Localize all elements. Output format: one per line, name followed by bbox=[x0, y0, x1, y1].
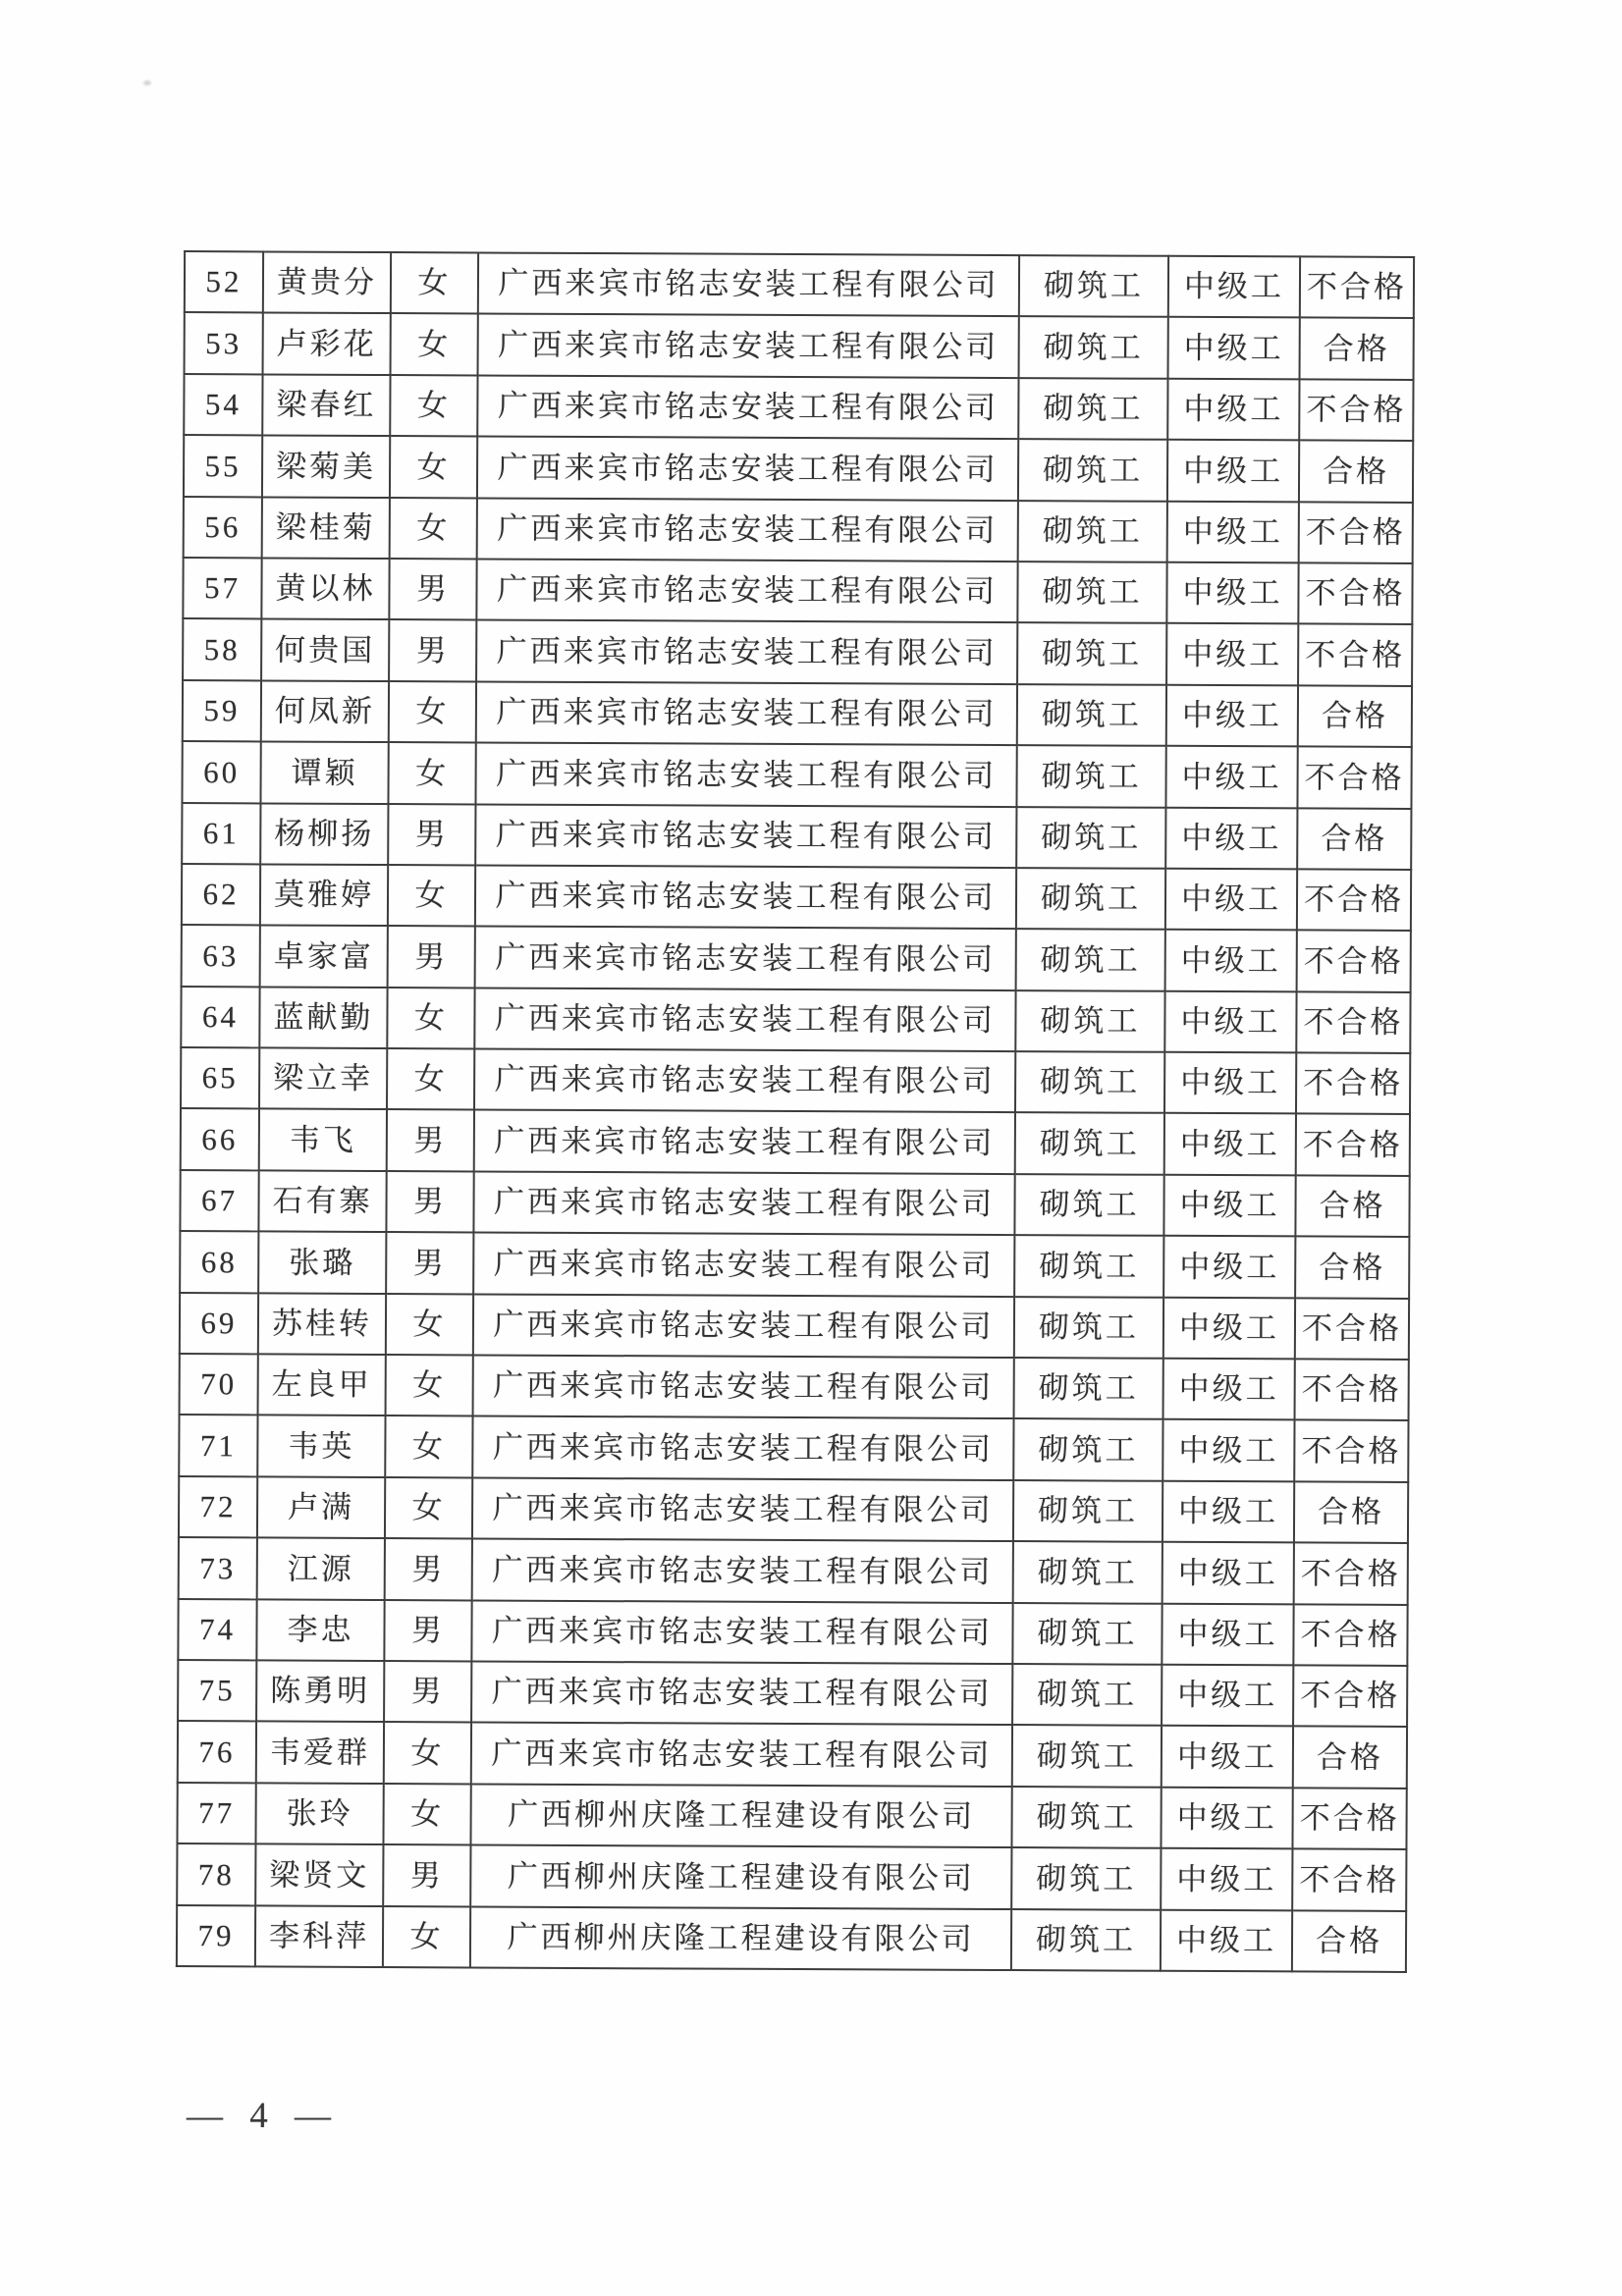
cell-occupation: 砌筑工 bbox=[1012, 1664, 1162, 1726]
cell-level: 中级工 bbox=[1162, 1419, 1294, 1481]
cell-result: 合格 bbox=[1294, 1481, 1408, 1543]
cell-no: 73 bbox=[179, 1537, 257, 1599]
cell-occupation: 砌筑工 bbox=[1012, 1725, 1162, 1787]
table-row bbox=[183, 558, 1412, 624]
cell-company: 广西来宾市铭志安装工程有限公司 bbox=[474, 1049, 1015, 1113]
cell-occupation: 砌筑工 bbox=[1014, 1235, 1163, 1297]
cell-name: 张璐 bbox=[258, 1232, 386, 1294]
table-row bbox=[177, 1905, 1406, 1972]
table-row bbox=[182, 741, 1411, 808]
cell-level: 中级工 bbox=[1167, 379, 1299, 441]
cell-company: 广西来宾市铭志安装工程有限公司 bbox=[478, 252, 1019, 316]
cell-no: 69 bbox=[180, 1293, 258, 1355]
cell-company: 广西柳州庆隆工程建设有限公司 bbox=[470, 1845, 1011, 1909]
cell-company: 广西柳州庆隆工程建设有限公司 bbox=[470, 1906, 1011, 1970]
cell-gender: 男 bbox=[389, 559, 476, 620]
results-table-body bbox=[177, 251, 1414, 1972]
cell-level: 中级工 bbox=[1163, 1236, 1295, 1298]
cell-result: 不合格 bbox=[1298, 624, 1412, 686]
cell-result: 不合格 bbox=[1298, 562, 1412, 624]
table-row bbox=[179, 1537, 1408, 1604]
cell-no: 74 bbox=[178, 1599, 256, 1661]
cell-no: 61 bbox=[182, 803, 260, 865]
cell-occupation: 砌筑工 bbox=[1014, 1174, 1163, 1236]
cell-occupation: 砌筑工 bbox=[1011, 1847, 1161, 1909]
cell-gender: 女 bbox=[391, 313, 478, 375]
cell-name: 莫雅婷 bbox=[260, 864, 388, 926]
cell-company: 广西来宾市铭志安装工程有限公司 bbox=[476, 681, 1017, 745]
cell-level: 中级工 bbox=[1167, 501, 1299, 562]
cell-no: 76 bbox=[178, 1721, 256, 1783]
table-row bbox=[184, 374, 1413, 441]
cell-level: 中级工 bbox=[1168, 256, 1300, 318]
cell-no: 63 bbox=[182, 925, 260, 987]
cell-company: 广西来宾市铭志安装工程有限公司 bbox=[473, 1355, 1014, 1418]
table-row bbox=[180, 1293, 1409, 1360]
cell-company: 广西来宾市铭志安装工程有限公司 bbox=[478, 314, 1019, 378]
cell-occupation: 砌筑工 bbox=[1011, 1909, 1161, 1971]
cell-name: 李忠 bbox=[256, 1599, 384, 1661]
cell-occupation: 砌筑工 bbox=[1014, 1358, 1163, 1419]
cell-level: 中级工 bbox=[1166, 623, 1298, 685]
cell-no: 52 bbox=[185, 251, 263, 313]
cell-no: 78 bbox=[177, 1843, 255, 1905]
cell-no: 59 bbox=[183, 680, 261, 742]
cell-level: 中级工 bbox=[1162, 1603, 1293, 1665]
cell-occupation: 砌筑工 bbox=[1013, 1418, 1162, 1480]
cell-occupation: 砌筑工 bbox=[1015, 1051, 1164, 1113]
cell-company: 广西来宾市铭志安装工程有限公司 bbox=[474, 1110, 1015, 1174]
cell-name: 何凤新 bbox=[261, 680, 389, 742]
cell-gender: 女 bbox=[385, 1477, 472, 1539]
cell-gender: 女 bbox=[388, 742, 475, 804]
table-row bbox=[179, 1476, 1408, 1543]
cell-name: 黄贵分 bbox=[263, 251, 391, 313]
table-row bbox=[177, 1843, 1406, 1910]
cell-occupation: 砌筑工 bbox=[1019, 316, 1168, 378]
table-row bbox=[178, 1660, 1407, 1727]
cell-company: 广西来宾市铭志安装工程有限公司 bbox=[475, 804, 1016, 868]
cell-result: 合格 bbox=[1295, 1175, 1409, 1237]
cell-name: 谭颖 bbox=[260, 742, 388, 804]
page-number: — 4 — bbox=[187, 2096, 333, 2136]
cell-no: 65 bbox=[181, 1047, 259, 1109]
cell-no: 72 bbox=[179, 1476, 257, 1538]
cell-level: 中级工 bbox=[1167, 440, 1299, 502]
cell-result: 不合格 bbox=[1295, 1298, 1409, 1360]
cell-no: 60 bbox=[182, 741, 260, 803]
cell-result: 不合格 bbox=[1300, 256, 1414, 318]
cell-occupation: 砌筑工 bbox=[1017, 684, 1166, 746]
cell-company: 广西来宾市铭志安装工程有限公司 bbox=[476, 559, 1017, 622]
cell-company: 广西来宾市铭志安装工程有限公司 bbox=[475, 927, 1016, 990]
cell-gender: 女 bbox=[390, 375, 477, 437]
cell-name: 杨柳扬 bbox=[260, 803, 388, 865]
cell-no: 57 bbox=[183, 558, 261, 619]
cell-company: 广西来宾市铭志安装工程有限公司 bbox=[477, 375, 1018, 439]
table-row bbox=[184, 497, 1413, 563]
cell-gender: 男 bbox=[389, 619, 476, 681]
cell-name: 卓家富 bbox=[260, 926, 388, 988]
cell-result: 不合格 bbox=[1293, 1665, 1407, 1727]
cell-name: 梁贤文 bbox=[255, 1844, 383, 1906]
cell-company: 广西来宾市铭志安装工程有限公司 bbox=[476, 620, 1017, 684]
cell-occupation: 砌筑工 bbox=[1018, 439, 1167, 501]
cell-gender: 女 bbox=[388, 865, 475, 927]
cell-company: 广西来宾市铭志安装工程有限公司 bbox=[477, 498, 1018, 561]
cell-no: 64 bbox=[181, 987, 259, 1048]
cell-level: 中级工 bbox=[1164, 1113, 1296, 1175]
cell-gender: 男 bbox=[387, 1110, 474, 1172]
cell-gender: 女 bbox=[386, 1294, 473, 1356]
table-row bbox=[184, 435, 1413, 502]
cell-level: 中级工 bbox=[1164, 1052, 1296, 1114]
cell-occupation: 砌筑工 bbox=[1015, 990, 1164, 1052]
cell-company: 广西来宾市铭志安装工程有限公司 bbox=[471, 1661, 1012, 1725]
cell-gender: 女 bbox=[387, 988, 474, 1049]
cell-occupation: 砌筑工 bbox=[1017, 622, 1166, 684]
cell-no: 56 bbox=[184, 497, 262, 559]
cell-result: 合格 bbox=[1300, 318, 1414, 380]
cell-level: 中级工 bbox=[1166, 685, 1298, 747]
cell-company: 广西来宾市铭志安装工程有限公司 bbox=[473, 1233, 1014, 1297]
cell-occupation: 砌筑工 bbox=[1017, 561, 1166, 623]
cell-level: 中级工 bbox=[1161, 1848, 1292, 1910]
cell-name: 石有寨 bbox=[258, 1170, 386, 1232]
cell-level: 中级工 bbox=[1162, 1726, 1293, 1788]
cell-level: 中级工 bbox=[1162, 1665, 1293, 1727]
cell-name: 梁桂菊 bbox=[262, 497, 390, 559]
cell-occupation: 砌筑工 bbox=[1013, 1480, 1162, 1542]
cell-name: 李科萍 bbox=[255, 1905, 383, 1967]
cell-name: 江源 bbox=[257, 1538, 385, 1600]
cell-occupation: 砌筑工 bbox=[1015, 1113, 1164, 1175]
cell-gender: 男 bbox=[384, 1600, 471, 1662]
cell-name: 陈勇明 bbox=[256, 1660, 384, 1722]
table-row bbox=[180, 1170, 1409, 1237]
cell-result: 合格 bbox=[1299, 441, 1413, 503]
table-row bbox=[180, 1231, 1409, 1298]
cell-gender: 女 bbox=[390, 498, 477, 560]
scan-artifact bbox=[143, 80, 151, 85]
qualification-results-table bbox=[176, 250, 1415, 1973]
cell-result: 合格 bbox=[1293, 1727, 1407, 1789]
cell-company: 广西柳州庆隆工程建设有限公司 bbox=[470, 1784, 1011, 1847]
cell-gender: 女 bbox=[387, 1048, 474, 1110]
cell-occupation: 砌筑工 bbox=[1011, 1787, 1161, 1848]
cell-name: 黄以林 bbox=[261, 558, 389, 619]
cell-no: 75 bbox=[178, 1660, 256, 1722]
cell-company: 广西来宾市铭志安装工程有限公司 bbox=[474, 988, 1015, 1051]
cell-company: 广西来宾市铭志安装工程有限公司 bbox=[471, 1600, 1012, 1664]
cell-no: 53 bbox=[185, 312, 263, 374]
cell-result: 不合格 bbox=[1296, 1114, 1410, 1176]
cell-result: 合格 bbox=[1292, 1910, 1406, 1972]
table-row bbox=[181, 1109, 1410, 1176]
cell-name: 蓝献勤 bbox=[259, 987, 387, 1048]
cell-gender: 女 bbox=[390, 436, 477, 498]
cell-company: 广西来宾市铭志安装工程有限公司 bbox=[475, 865, 1016, 929]
cell-level: 中级工 bbox=[1162, 1481, 1294, 1543]
table-row bbox=[178, 1599, 1407, 1666]
cell-company: 广西来宾市铭志安装工程有限公司 bbox=[473, 1294, 1014, 1358]
cell-name: 梁春红 bbox=[262, 374, 390, 436]
cell-gender: 男 bbox=[388, 926, 475, 988]
cell-level: 中级工 bbox=[1164, 990, 1296, 1052]
cell-gender: 女 bbox=[383, 1906, 470, 1968]
table-row bbox=[185, 251, 1414, 318]
table-row bbox=[181, 1047, 1410, 1114]
cell-gender: 男 bbox=[386, 1171, 473, 1233]
cell-result: 不合格 bbox=[1294, 1420, 1408, 1482]
cell-name: 苏桂转 bbox=[258, 1293, 386, 1355]
cell-no: 71 bbox=[179, 1415, 257, 1476]
cell-level: 中级工 bbox=[1163, 1359, 1295, 1420]
cell-company: 广西来宾市铭志安装工程有限公司 bbox=[477, 437, 1018, 501]
cell-level: 中级工 bbox=[1161, 1909, 1292, 1971]
cell-result: 不合格 bbox=[1296, 1052, 1410, 1114]
cell-result: 不合格 bbox=[1297, 747, 1411, 809]
cell-name: 卢彩花 bbox=[263, 313, 391, 375]
cell-no: 77 bbox=[177, 1783, 255, 1844]
table-row bbox=[178, 1721, 1407, 1788]
table-row bbox=[180, 1354, 1409, 1420]
cell-no: 79 bbox=[177, 1905, 255, 1967]
table-row bbox=[179, 1415, 1408, 1481]
cell-company: 广西来宾市铭志安装工程有限公司 bbox=[471, 1723, 1012, 1787]
cell-gender: 男 bbox=[388, 804, 475, 866]
cell-result: 不合格 bbox=[1297, 869, 1411, 931]
cell-name: 韦爱群 bbox=[256, 1722, 384, 1784]
cell-name: 卢满 bbox=[257, 1476, 385, 1538]
cell-level: 中级工 bbox=[1163, 1175, 1295, 1237]
cell-no: 58 bbox=[183, 618, 261, 680]
cell-gender: 女 bbox=[386, 1355, 473, 1416]
table-row bbox=[182, 803, 1411, 870]
cell-name: 韦飞 bbox=[259, 1109, 387, 1171]
cell-company: 广西来宾市铭志安装工程有限公司 bbox=[475, 743, 1016, 807]
cell-result: 不合格 bbox=[1296, 991, 1410, 1053]
cell-gender: 女 bbox=[383, 1784, 470, 1845]
cell-company: 广西来宾市铭志安装工程有限公司 bbox=[472, 1416, 1013, 1480]
cell-level: 中级工 bbox=[1165, 930, 1297, 991]
cell-name: 何贵国 bbox=[261, 619, 389, 681]
cell-no: 67 bbox=[180, 1170, 258, 1232]
cell-gender: 男 bbox=[384, 1661, 471, 1723]
table-row bbox=[183, 618, 1412, 685]
table-row bbox=[183, 680, 1412, 747]
cell-company: 广西来宾市铭志安装工程有限公司 bbox=[472, 1477, 1013, 1541]
cell-level: 中级工 bbox=[1165, 869, 1297, 931]
cell-no: 54 bbox=[184, 374, 262, 436]
cell-result: 合格 bbox=[1295, 1237, 1409, 1299]
cell-level: 中级工 bbox=[1162, 1542, 1294, 1604]
cell-result: 不合格 bbox=[1299, 502, 1413, 563]
cell-result: 合格 bbox=[1298, 685, 1412, 747]
cell-name: 梁菊美 bbox=[262, 436, 390, 498]
cell-level: 中级工 bbox=[1166, 562, 1298, 624]
cell-gender: 女 bbox=[389, 681, 476, 743]
cell-level: 中级工 bbox=[1168, 317, 1300, 379]
cell-occupation: 砌筑工 bbox=[1013, 1541, 1162, 1603]
cell-occupation: 砌筑工 bbox=[1019, 255, 1168, 317]
cell-no: 55 bbox=[184, 435, 262, 497]
cell-result: 不合格 bbox=[1297, 931, 1411, 992]
cell-occupation: 砌筑工 bbox=[1018, 378, 1167, 440]
cell-level: 中级工 bbox=[1163, 1297, 1295, 1359]
cell-occupation: 砌筑工 bbox=[1014, 1297, 1163, 1359]
cell-result: 合格 bbox=[1297, 808, 1411, 870]
cell-gender: 女 bbox=[385, 1415, 472, 1477]
cell-gender: 女 bbox=[391, 252, 478, 314]
cell-name: 梁立幸 bbox=[259, 1048, 387, 1110]
table-container bbox=[176, 250, 1413, 1973]
cell-level: 中级工 bbox=[1165, 807, 1297, 869]
cell-no: 70 bbox=[180, 1354, 258, 1415]
cell-no: 68 bbox=[180, 1231, 258, 1293]
cell-no: 62 bbox=[182, 864, 260, 926]
cell-occupation: 砌筑工 bbox=[1012, 1603, 1162, 1665]
cell-occupation: 砌筑工 bbox=[1016, 745, 1165, 807]
cell-occupation: 砌筑工 bbox=[1016, 868, 1165, 930]
cell-no: 66 bbox=[181, 1109, 259, 1171]
table-row bbox=[177, 1783, 1406, 1849]
cell-result: 不合格 bbox=[1292, 1788, 1406, 1849]
cell-name: 左良甲 bbox=[258, 1354, 386, 1415]
cell-result: 不合格 bbox=[1299, 379, 1413, 441]
cell-occupation: 砌筑工 bbox=[1016, 807, 1165, 869]
cell-company: 广西来宾市铭志安装工程有限公司 bbox=[472, 1539, 1013, 1603]
cell-gender: 女 bbox=[384, 1722, 471, 1784]
cell-result: 不合格 bbox=[1293, 1604, 1407, 1666]
cell-gender: 男 bbox=[383, 1844, 470, 1906]
cell-gender: 男 bbox=[385, 1538, 472, 1600]
cell-occupation: 砌筑工 bbox=[1018, 501, 1167, 562]
cell-name: 韦英 bbox=[257, 1415, 385, 1477]
cell-result: 不合格 bbox=[1292, 1849, 1406, 1911]
cell-occupation: 砌筑工 bbox=[1016, 929, 1165, 990]
table-row bbox=[181, 987, 1410, 1053]
table-row bbox=[185, 312, 1414, 379]
table-row bbox=[182, 925, 1411, 991]
cell-level: 中级工 bbox=[1165, 746, 1297, 808]
cell-level: 中级工 bbox=[1161, 1788, 1292, 1849]
cell-result: 不合格 bbox=[1294, 1543, 1408, 1605]
table-row bbox=[182, 864, 1411, 931]
cell-gender: 男 bbox=[386, 1232, 473, 1294]
cell-company: 广西来宾市铭志安装工程有限公司 bbox=[473, 1171, 1014, 1235]
cell-name: 张玲 bbox=[255, 1783, 383, 1844]
cell-result: 不合格 bbox=[1295, 1359, 1409, 1420]
